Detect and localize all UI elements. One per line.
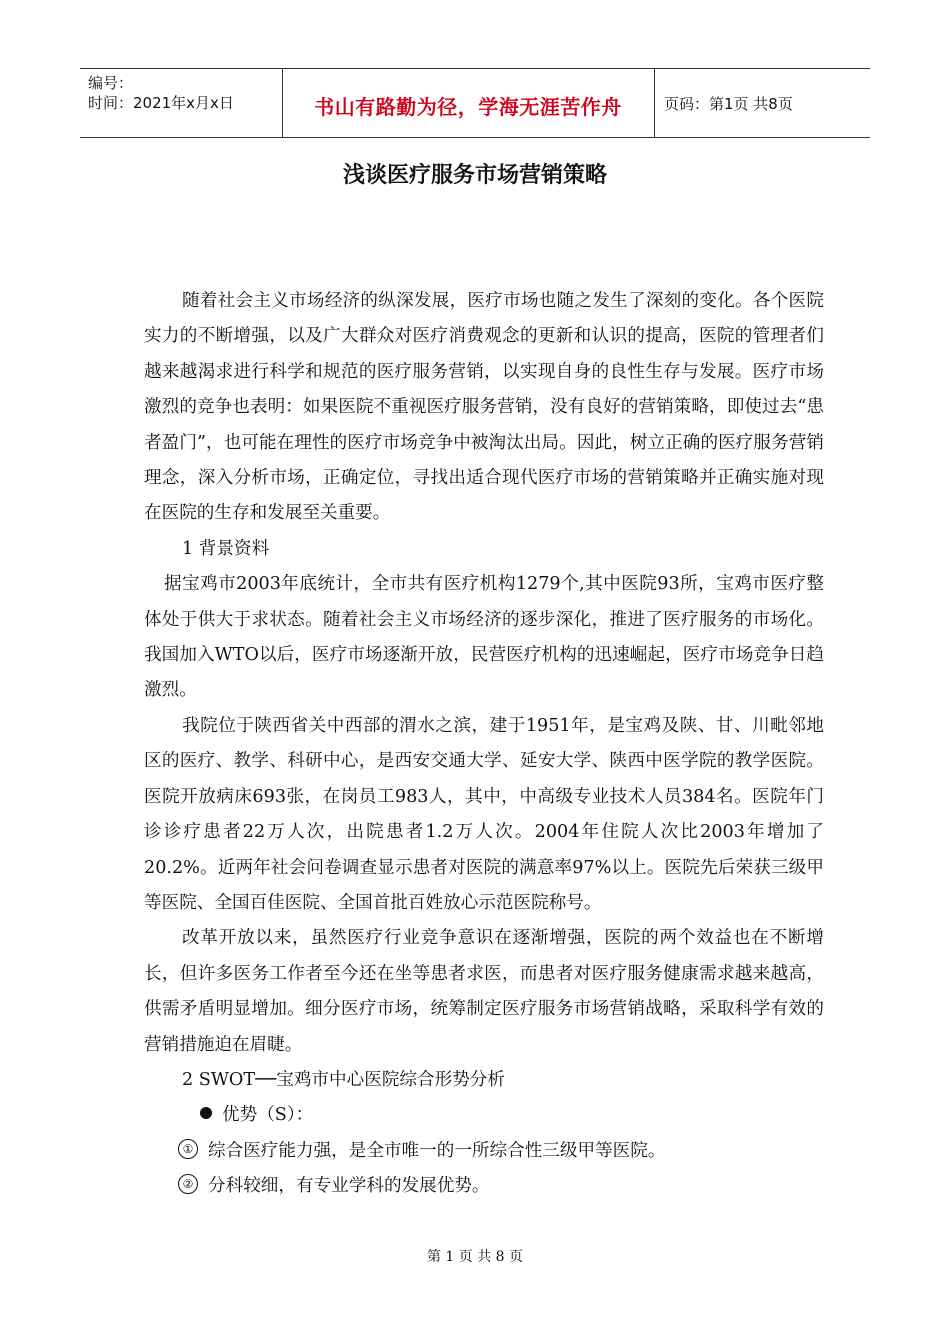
list-item-text: 综合医疗能力强，是全市唯一的一所综合性三级甲等医院。 — [208, 1140, 666, 1161]
list-number: ① — [178, 1139, 198, 1159]
section-heading: 1 背景资料 — [182, 538, 270, 559]
list-item — [144, 1169, 824, 1204]
list-number: ② — [178, 1174, 198, 1194]
header-divider — [654, 69, 655, 137]
document-title: 浅谈医疗服务市场营销策略 — [342, 163, 607, 188]
hospital-paragraph: 我院位于陕西省关中西部的渭水之滨，建于1951年，是宝鸡及陕、甘、川毗邻地区的医疗、教学、科研中心，是西安交通大学、延安大学、陕西中医学院的教学医院。医院开放病床693张，在岗员工983人，其中，中高级专业技术人员384名。医院年门诊诊疗患者22万人次，出院患者1.2万人次。2004年住院人次比2003年增加了20.2%。近两年社会问卷调查显示患者对医院的满意率97%以上。医院先后荣获三级甲等医院、全国百佳医院、全国首批百姓放心示范医院称号。 — [144, 715, 824, 913]
page-footer: 第 1 页 共 8 页 — [426, 1249, 524, 1265]
background-paragraph: 据宝鸡市2003年底统计，全市共有医疗机构1279个,其中医院93所，宝鸡市医疗整体处于供大于求状态。随着社会主义市场经济的逐步深化，推进了医疗服务的市场化。我国加入WTO以后，医疗市场逐渐开放，民营医疗机构的迅速崛起，医疗市场竞争日趋激烈。 — [144, 574, 824, 701]
strength-heading — [144, 1098, 824, 1133]
bullet-icon — [200, 1107, 212, 1119]
document-header — [80, 68, 870, 138]
header-page-info: 页码：第1页 共8页 — [664, 95, 793, 113]
document-date: 时间：2021年x月x日 — [88, 94, 234, 112]
strength-label: 优势（S）： — [222, 1105, 314, 1126]
list-item — [144, 1134, 824, 1169]
intro-paragraph: 随着社会主义市场经济的纵深发展，医疗市场也随之发生了深刻的变化。各个医院实力的不断增强，以及广大群众对医疗消费观念的更新和认识的提高，医院的管理者们越来越渴求进行科学和规范的医疗服务营销，以实现自身的良性生存与发展。医疗市场激烈的竞争也表明：如果医院不重视医疗服务营销，没有良好的营销策略，即使过去“患者盈门”，也可能在理性的医疗市场竞争中被淘汰出局。因此，树立正确的医疗服务营销理念，深入分析市场，正确定位，寻找出适合现代医疗市场的营销策略并正确实施对现在医院的生存和发展至关重要。 — [144, 291, 824, 524]
reform-paragraph: 改革开放以来，虽然医疗行业竞争意识在逐渐增强，医院的两个效益也在不断增长，但许多医务工作者至今还在坐等患者求医，而患者对医疗服务健康需求越来越高，供需矛盾明显增加。细分医疗市场，统筹制定医疗服务市场营销战略，采取科学有效的营销措施迫在眉睫。 — [144, 928, 824, 1055]
header-meta — [88, 73, 234, 113]
list-item-text: 分科较细，有专业学科的发展优势。 — [208, 1176, 490, 1197]
document-body — [144, 284, 824, 1205]
header-motto: 书山有路勤为径，学海无涯苦作舟 — [314, 95, 622, 119]
document-number-label: 编号： — [88, 74, 134, 92]
section-heading: 2 SWOT──宝鸡市中心医院综合形势分析 — [182, 1069, 505, 1090]
